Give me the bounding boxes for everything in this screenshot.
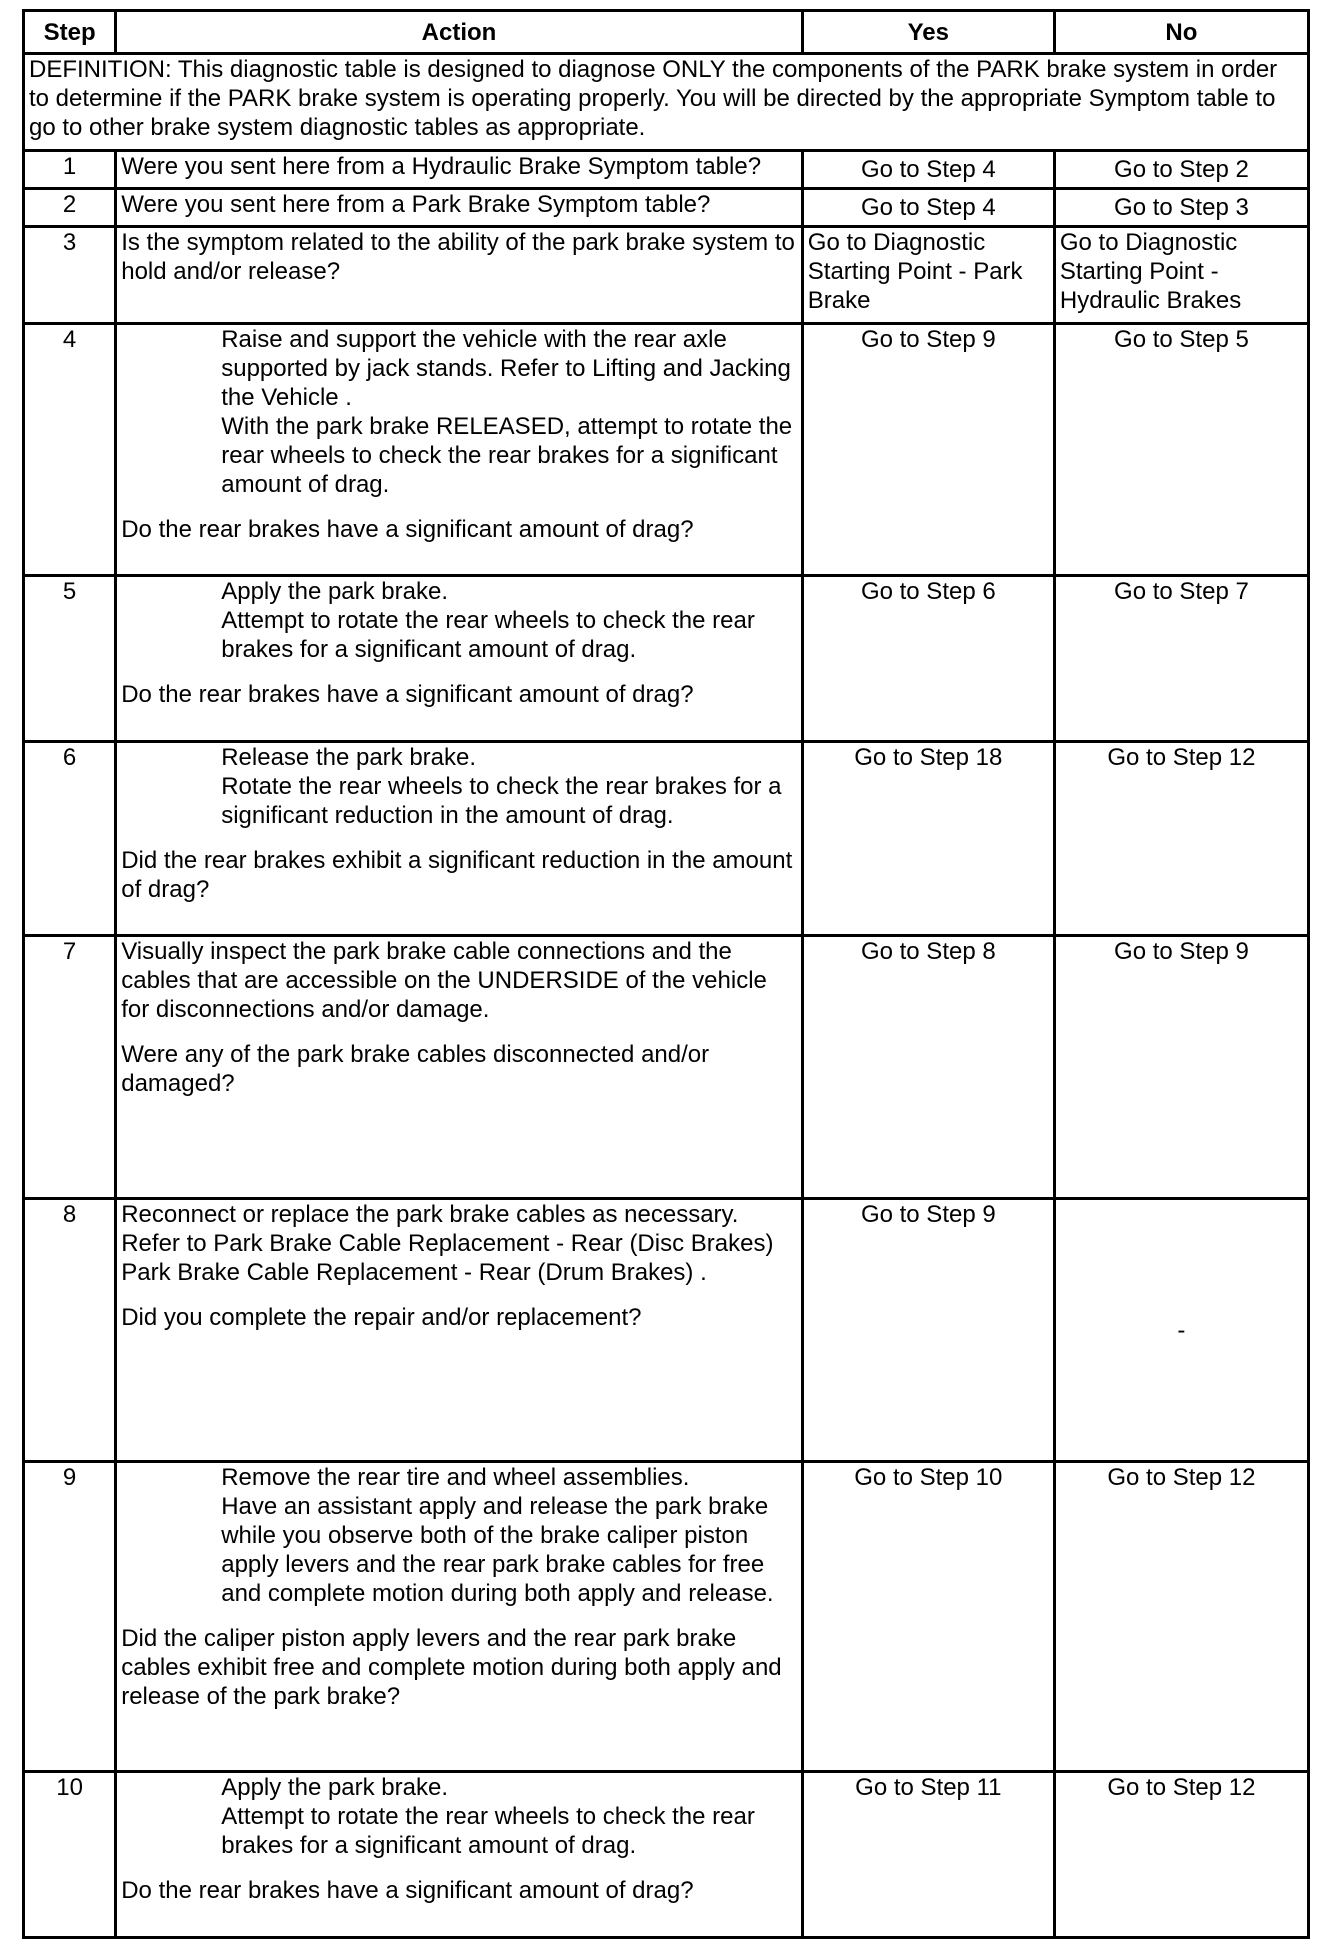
no-result: Go to Step 12 bbox=[1054, 1772, 1308, 1938]
step-action bbox=[116, 576, 803, 742]
step-number: 3 bbox=[24, 227, 116, 324]
yes-result: Go to Step 18 bbox=[802, 742, 1054, 936]
header-no: No bbox=[1054, 11, 1308, 54]
instruction-text: Attempt to rotate the rear wheels to check the rear brakes for a significant amount of drag. bbox=[221, 1803, 755, 1859]
step-number: 8 bbox=[24, 1199, 116, 1462]
table-row bbox=[24, 227, 1309, 324]
table-row bbox=[24, 151, 1309, 189]
instruction-text: Apply the park brake. bbox=[221, 1774, 449, 1801]
diagnostic-table-sheet bbox=[22, 9, 1310, 1939]
table-row bbox=[24, 1462, 1309, 1772]
instruction-text: Release the park brake. bbox=[221, 744, 477, 771]
no-result: Go to Step 2 bbox=[1054, 151, 1308, 189]
no-result: Go to Step 7 bbox=[1054, 576, 1308, 742]
yes-result: Go to Step 11 bbox=[802, 1772, 1054, 1938]
step-number: 6 bbox=[24, 742, 116, 936]
yes-result: Go to Step 8 bbox=[802, 936, 1054, 1199]
instruction-text: Have an assistant apply and release the park brake while you observe both of the brake caliper piston apply levers and the rear park brake cables for free and complete motion during both apply and release. bbox=[221, 1493, 774, 1607]
step-number: 9 bbox=[24, 1462, 116, 1772]
yes-result: Go to Step 10 bbox=[802, 1462, 1054, 1772]
diagnostic-table bbox=[22, 9, 1310, 1939]
table-row bbox=[24, 1772, 1309, 1938]
step-action bbox=[116, 742, 803, 936]
table-row bbox=[24, 576, 1309, 742]
instruction-text: Attempt to rotate the rear wheels to check the rear brakes for a significant amount of drag. bbox=[221, 607, 755, 663]
step-action bbox=[116, 1772, 803, 1938]
no-result: - bbox=[1054, 1199, 1308, 1462]
step-number: 5 bbox=[24, 576, 116, 742]
step-question: Did the rear brakes exhibit a significant reduction in the amount of drag? bbox=[121, 847, 793, 903]
definition-row bbox=[24, 54, 1309, 151]
yes-result: Go to Step 4 bbox=[802, 189, 1054, 227]
instruction-text: Rotate the rear wheels to check the rear brakes for a significant reduction in the amount of drag. bbox=[221, 773, 782, 829]
header-action: Action bbox=[116, 11, 803, 54]
step-question: Did the caliper piston apply levers and the rear park brake cables exhibit free and complete motion during both apply and release of the park brake? bbox=[121, 1625, 782, 1710]
table-row bbox=[24, 742, 1309, 936]
step-number: 1 bbox=[24, 151, 116, 189]
header-yes: Yes bbox=[802, 11, 1054, 54]
table-row bbox=[24, 936, 1309, 1199]
no-result: Go to Step 5 bbox=[1054, 324, 1308, 576]
table-row bbox=[24, 324, 1309, 576]
definition-text: DEFINITION: This diagnostic table is designed to diagnose ONLY the components of the PARK brake system in order to determine if the PARK brake system is operating properly. You will be directed by the appropriate Symptom table to go to other brake system diagnostic tables as appropriate. bbox=[24, 54, 1309, 151]
no-result: Go to Step 12 bbox=[1054, 1462, 1308, 1772]
step-number: 4 bbox=[24, 324, 116, 576]
yes-result: Go to Step 9 bbox=[802, 1199, 1054, 1462]
step-number: 2 bbox=[24, 189, 116, 227]
no-result: Go to Step 3 bbox=[1054, 189, 1308, 227]
step-question: Were you sent here from a Hydraulic Brake Symptom table? bbox=[116, 151, 803, 189]
step-question: Is the symptom related to the ability of the park brake system to hold and/or release? bbox=[116, 227, 803, 324]
yes-result: Go to Diagnostic Starting Point - Park Brake bbox=[802, 227, 1054, 324]
step-question: Do the rear brakes have a significant amount of drag? bbox=[121, 516, 694, 543]
yes-result: Go to Step 4 bbox=[802, 151, 1054, 189]
step-number: 10 bbox=[24, 1772, 116, 1938]
step-action bbox=[116, 324, 803, 576]
table-row bbox=[24, 189, 1309, 227]
step-question: Do the rear brakes have a significant amount of drag? bbox=[121, 681, 694, 708]
instruction-text: Visually inspect the park brake cable connections and the cables that are accessible on the UNDERSIDE of the vehicle for disconnections and/or damage. bbox=[121, 938, 767, 1023]
header-row bbox=[24, 11, 1309, 54]
table-row bbox=[24, 1199, 1309, 1462]
instruction-text: Apply the park brake. bbox=[221, 578, 449, 605]
step-question: Were any of the park brake cables disconnected and/or damaged? bbox=[121, 1041, 710, 1097]
no-result: Go to Step 9 bbox=[1054, 936, 1308, 1199]
no-result: Go to Step 12 bbox=[1054, 742, 1308, 936]
no-result: Go to Diagnostic Starting Point - Hydraulic Brakes bbox=[1054, 227, 1308, 324]
step-action bbox=[116, 1462, 803, 1772]
step-question: Did you complete the repair and/or replacement? bbox=[121, 1304, 642, 1331]
step-action bbox=[116, 936, 803, 1199]
header-step: Step bbox=[24, 11, 116, 54]
yes-result: Go to Step 6 bbox=[802, 576, 1054, 742]
yes-result: Go to Step 9 bbox=[802, 324, 1054, 576]
step-question: Do the rear brakes have a significant amount of drag? bbox=[121, 1877, 694, 1904]
instruction-text: Raise and support the vehicle with the rear axle supported by jack stands. Refer to Lifting and Jacking the Vehicle . bbox=[221, 326, 791, 411]
instruction-text: With the park brake RELEASED, attempt to rotate the rear wheels to check the rear brakes for a significant amount of drag. bbox=[221, 413, 793, 498]
instruction-text: Remove the rear tire and wheel assemblies. bbox=[221, 1464, 690, 1491]
step-question: Were you sent here from a Park Brake Symptom table? bbox=[116, 189, 803, 227]
instruction-text: Reconnect or replace the park brake cables as necessary. Refer to Park Brake Cable Replacement - Rear (Disc Brakes) Park Brake Cable Replacement - Rear (Drum Brakes) . bbox=[121, 1201, 774, 1286]
step-action bbox=[116, 1199, 803, 1462]
step-number: 7 bbox=[24, 936, 116, 1199]
